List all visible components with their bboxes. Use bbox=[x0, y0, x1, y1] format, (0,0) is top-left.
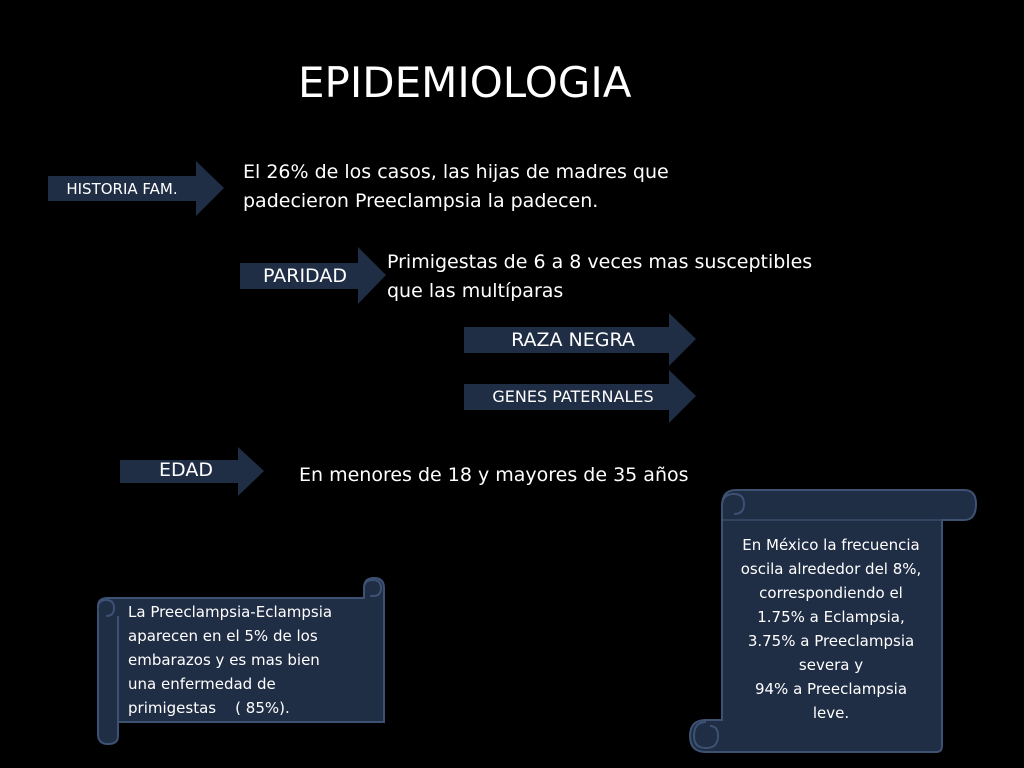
scroll-line: una enfermedad de bbox=[128, 675, 276, 693]
scroll-line: 94% a Preeclampsia bbox=[754, 680, 908, 698]
edad-arrow bbox=[120, 447, 264, 496]
scroll-line: En México la frecuencia bbox=[742, 536, 920, 554]
right-scroll-text bbox=[722, 533, 940, 725]
scroll-line: primigestas ( 85%). bbox=[128, 699, 290, 717]
page-title: EPIDEMIOLOGIA bbox=[298, 58, 632, 107]
paridad-text-line: Primigestas de 6 a 8 veces mas susceptibles bbox=[387, 251, 813, 273]
paridad-text-line: que las multíparas bbox=[387, 280, 564, 302]
genes-paternales-label: GENES PATERNALES bbox=[492, 387, 654, 406]
scroll-line: embarazos y es mas bien bbox=[128, 651, 320, 669]
left-scroll-text bbox=[128, 600, 368, 720]
scroll-line: 3.75% a Preeclampsia bbox=[747, 632, 915, 650]
paridad-arrow bbox=[240, 247, 386, 304]
scroll-line: severa y bbox=[798, 656, 864, 674]
scroll-line: aparecen en el 5% de los bbox=[128, 627, 318, 645]
edad-text: En menores de 18 y mayores de 35 años bbox=[299, 464, 689, 486]
edad-label: EDAD bbox=[159, 458, 213, 481]
raza-negra-arrow bbox=[464, 313, 696, 366]
historia-fam-label: HISTORIA FAM. bbox=[66, 179, 178, 198]
scroll-line: leve. bbox=[812, 704, 850, 722]
left-scroll bbox=[94, 576, 386, 746]
historia-fam-text-line: padecieron Preeclampsia la padecen. bbox=[243, 190, 599, 212]
paridad-text bbox=[387, 248, 812, 306]
paridad-label: PARIDAD bbox=[263, 264, 347, 287]
scroll-line: correspondiendo el bbox=[759, 584, 903, 602]
historia-fam-arrow bbox=[48, 161, 224, 216]
scroll-line: 1.75% a Eclampsia, bbox=[757, 608, 905, 626]
scroll-line: La Preeclampsia-Eclampsia bbox=[128, 603, 333, 621]
genes-paternales-arrow bbox=[464, 370, 696, 423]
historia-fam-text bbox=[243, 158, 669, 216]
right-scroll bbox=[686, 486, 978, 754]
historia-fam-text-line: El 26% de los casos, las hijas de madres que bbox=[243, 161, 669, 183]
raza-negra-label: RAZA NEGRA bbox=[511, 328, 635, 351]
scroll-line: oscila alrededor del 8%, bbox=[740, 560, 922, 578]
